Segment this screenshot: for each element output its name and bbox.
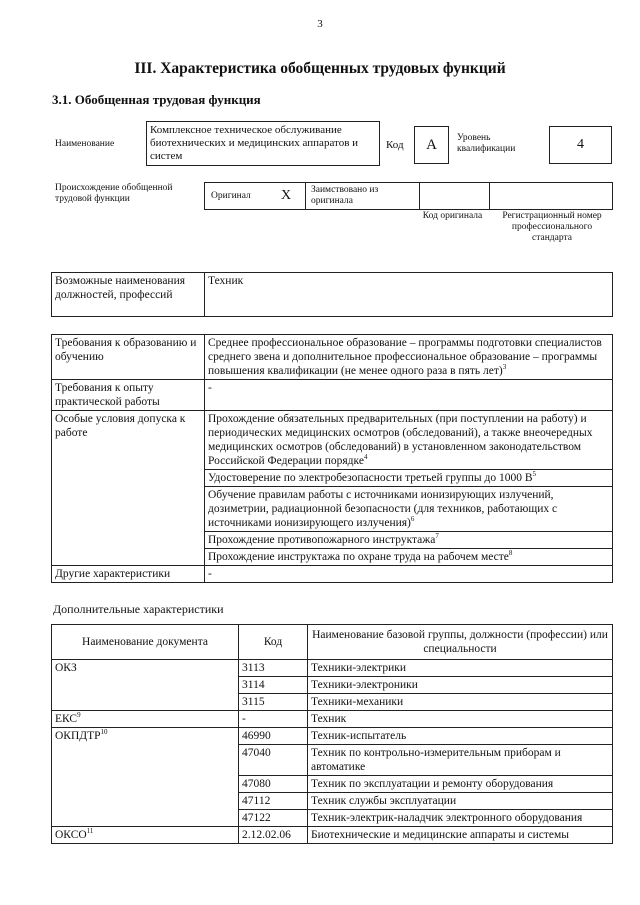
okz-name: Техники-электрики [308, 660, 613, 677]
okpdtr-name: Техник-электрик-наладчик электронного оборудования [308, 810, 613, 827]
okz-code: 3113 [239, 660, 308, 677]
eks-code: - [239, 711, 308, 728]
other-label: Другие характеристики [52, 566, 205, 583]
positions-label: Возможные наименования должностей, профессий [52, 273, 205, 317]
experience-label: Требования к опыту практической работы [52, 380, 205, 411]
borrowed-box [305, 182, 420, 210]
level-label: Уровень квалификации [457, 133, 516, 154]
col-doc-header: Наименование документа [52, 625, 239, 660]
condition-item [205, 487, 613, 532]
okso-cell [52, 827, 239, 844]
additional-table [51, 624, 613, 844]
eks-cell [52, 711, 239, 728]
code-label: Код [386, 139, 404, 151]
footnote-ref: 3 [502, 363, 507, 372]
okso-name: Биотехнические и медицинские аппараты и системы [308, 827, 613, 844]
eks-name: Техник [308, 711, 613, 728]
code-value: А [426, 137, 437, 153]
okpdtr-name: Техник-испытатель [308, 728, 613, 745]
footnote-ref: 5 [532, 470, 537, 479]
okz-name: Техники-электроники [308, 677, 613, 694]
condition-text: Удостоверение по электробезопасности третьей группы до 1000 В [208, 472, 533, 484]
okpdtr-label: ОКПДТР [55, 730, 101, 742]
name-label: Наименование [55, 139, 115, 149]
code-original-box [419, 182, 490, 210]
footnote-ref: 6 [410, 515, 415, 524]
okpdtr-cell [52, 728, 239, 827]
function-name-value: Комплексное техническое обслуживание биотехнических и медицинских аппаратов и систем [150, 124, 359, 162]
additional-title: Дополнительные характеристики [53, 602, 224, 616]
condition-text: Прохождение противопожарного инструктажа [208, 534, 436, 546]
okpdtr-code: 46990 [239, 728, 308, 745]
original-mark: X [281, 188, 292, 203]
okpdtr-code: 47112 [239, 793, 308, 810]
okz-label: ОКЗ [52, 660, 239, 711]
okso-code: 2.12.02.06 [239, 827, 308, 844]
okpdtr-name: Техник по контрольно-измерительным приборам и автоматике [308, 745, 613, 776]
condition-text: Прохождение обязательных предварительных (при поступлении на работу) и периодических медицинских осмотров (обследований), а также внеочередных медицинских осмотров (обследований) в установленном законодательством Российской Федерации порядке [208, 413, 593, 467]
footnote-ref: 9 [77, 711, 81, 720]
education-cell [205, 335, 613, 380]
okz-name: Техники-механики [308, 694, 613, 711]
reg-number-box [489, 182, 613, 210]
requirements-table [51, 334, 613, 583]
function-name-box [146, 121, 380, 166]
condition-text: Прохождение инструктажа по охране труда на рабочем месте [208, 551, 509, 563]
code-original-label: Код оригинала [422, 211, 483, 221]
level-value-box [549, 126, 612, 164]
conditions-label: Особые условия допуска к работе [52, 411, 205, 566]
education-value: Среднее профессиональное образование – программы подготовки специалистов среднего звена и дополнительное профессиональное образование – программы повышения квалификации (не менее одного раза в пять лет) [208, 337, 602, 377]
positions-table [51, 272, 613, 317]
okso-label: ОКСО [55, 829, 87, 841]
level-value: 4 [577, 137, 584, 152]
other-value: - [205, 566, 613, 583]
borrowed-label: Заимствовано из оригинала [311, 185, 379, 206]
condition-item [205, 549, 613, 566]
positions-value: Техник [205, 273, 613, 317]
footnote-ref: 11 [86, 827, 94, 836]
okpdtr-name: Техник по эксплуатации и ремонту оборудования [308, 776, 613, 793]
okz-code: 3115 [239, 694, 308, 711]
footnote-ref: 7 [435, 532, 439, 541]
origin-label: Происхождение обобщенной трудовой функции [55, 183, 173, 204]
original-label: Оригинал [211, 191, 251, 201]
okpdtr-code: 47122 [239, 810, 308, 827]
original-box [204, 182, 306, 210]
col-code-header: Код [239, 625, 308, 660]
condition-item [205, 532, 613, 549]
col-name-header: Наименование базовой группы, должности (профессии) или специальности [308, 625, 613, 660]
footnote-ref: 8 [508, 549, 513, 558]
condition-item [205, 470, 613, 487]
education-label: Требования к образованию и обучению [52, 335, 205, 380]
footnote-ref: 10 [100, 728, 108, 737]
okpdtr-name: Техник службы эксплуатации [308, 793, 613, 810]
reg-number-label: Регистрационный номер профессионального стандарта [502, 211, 602, 243]
section-title: III. Характеристика обобщенных трудовых функций [134, 60, 506, 77]
eks-label: ЕКС [55, 713, 78, 725]
okpdtr-code: 47040 [239, 745, 308, 776]
condition-text: Обучение правилам работы с источниками ионизирующих излучений, дозиметрии, радиационной безопасности (для техников, работающих с источниками ионизирующего излучения) [208, 489, 558, 529]
subsection-title: 3.1. Обобщенная трудовая функция [52, 92, 261, 107]
okpdtr-code: 47080 [239, 776, 308, 793]
condition-item [205, 411, 613, 470]
page-number: 3 [317, 18, 323, 30]
okz-code: 3114 [239, 677, 308, 694]
footnote-ref: 4 [363, 453, 368, 462]
experience-value: - [205, 380, 613, 411]
code-value-box [414, 126, 449, 164]
